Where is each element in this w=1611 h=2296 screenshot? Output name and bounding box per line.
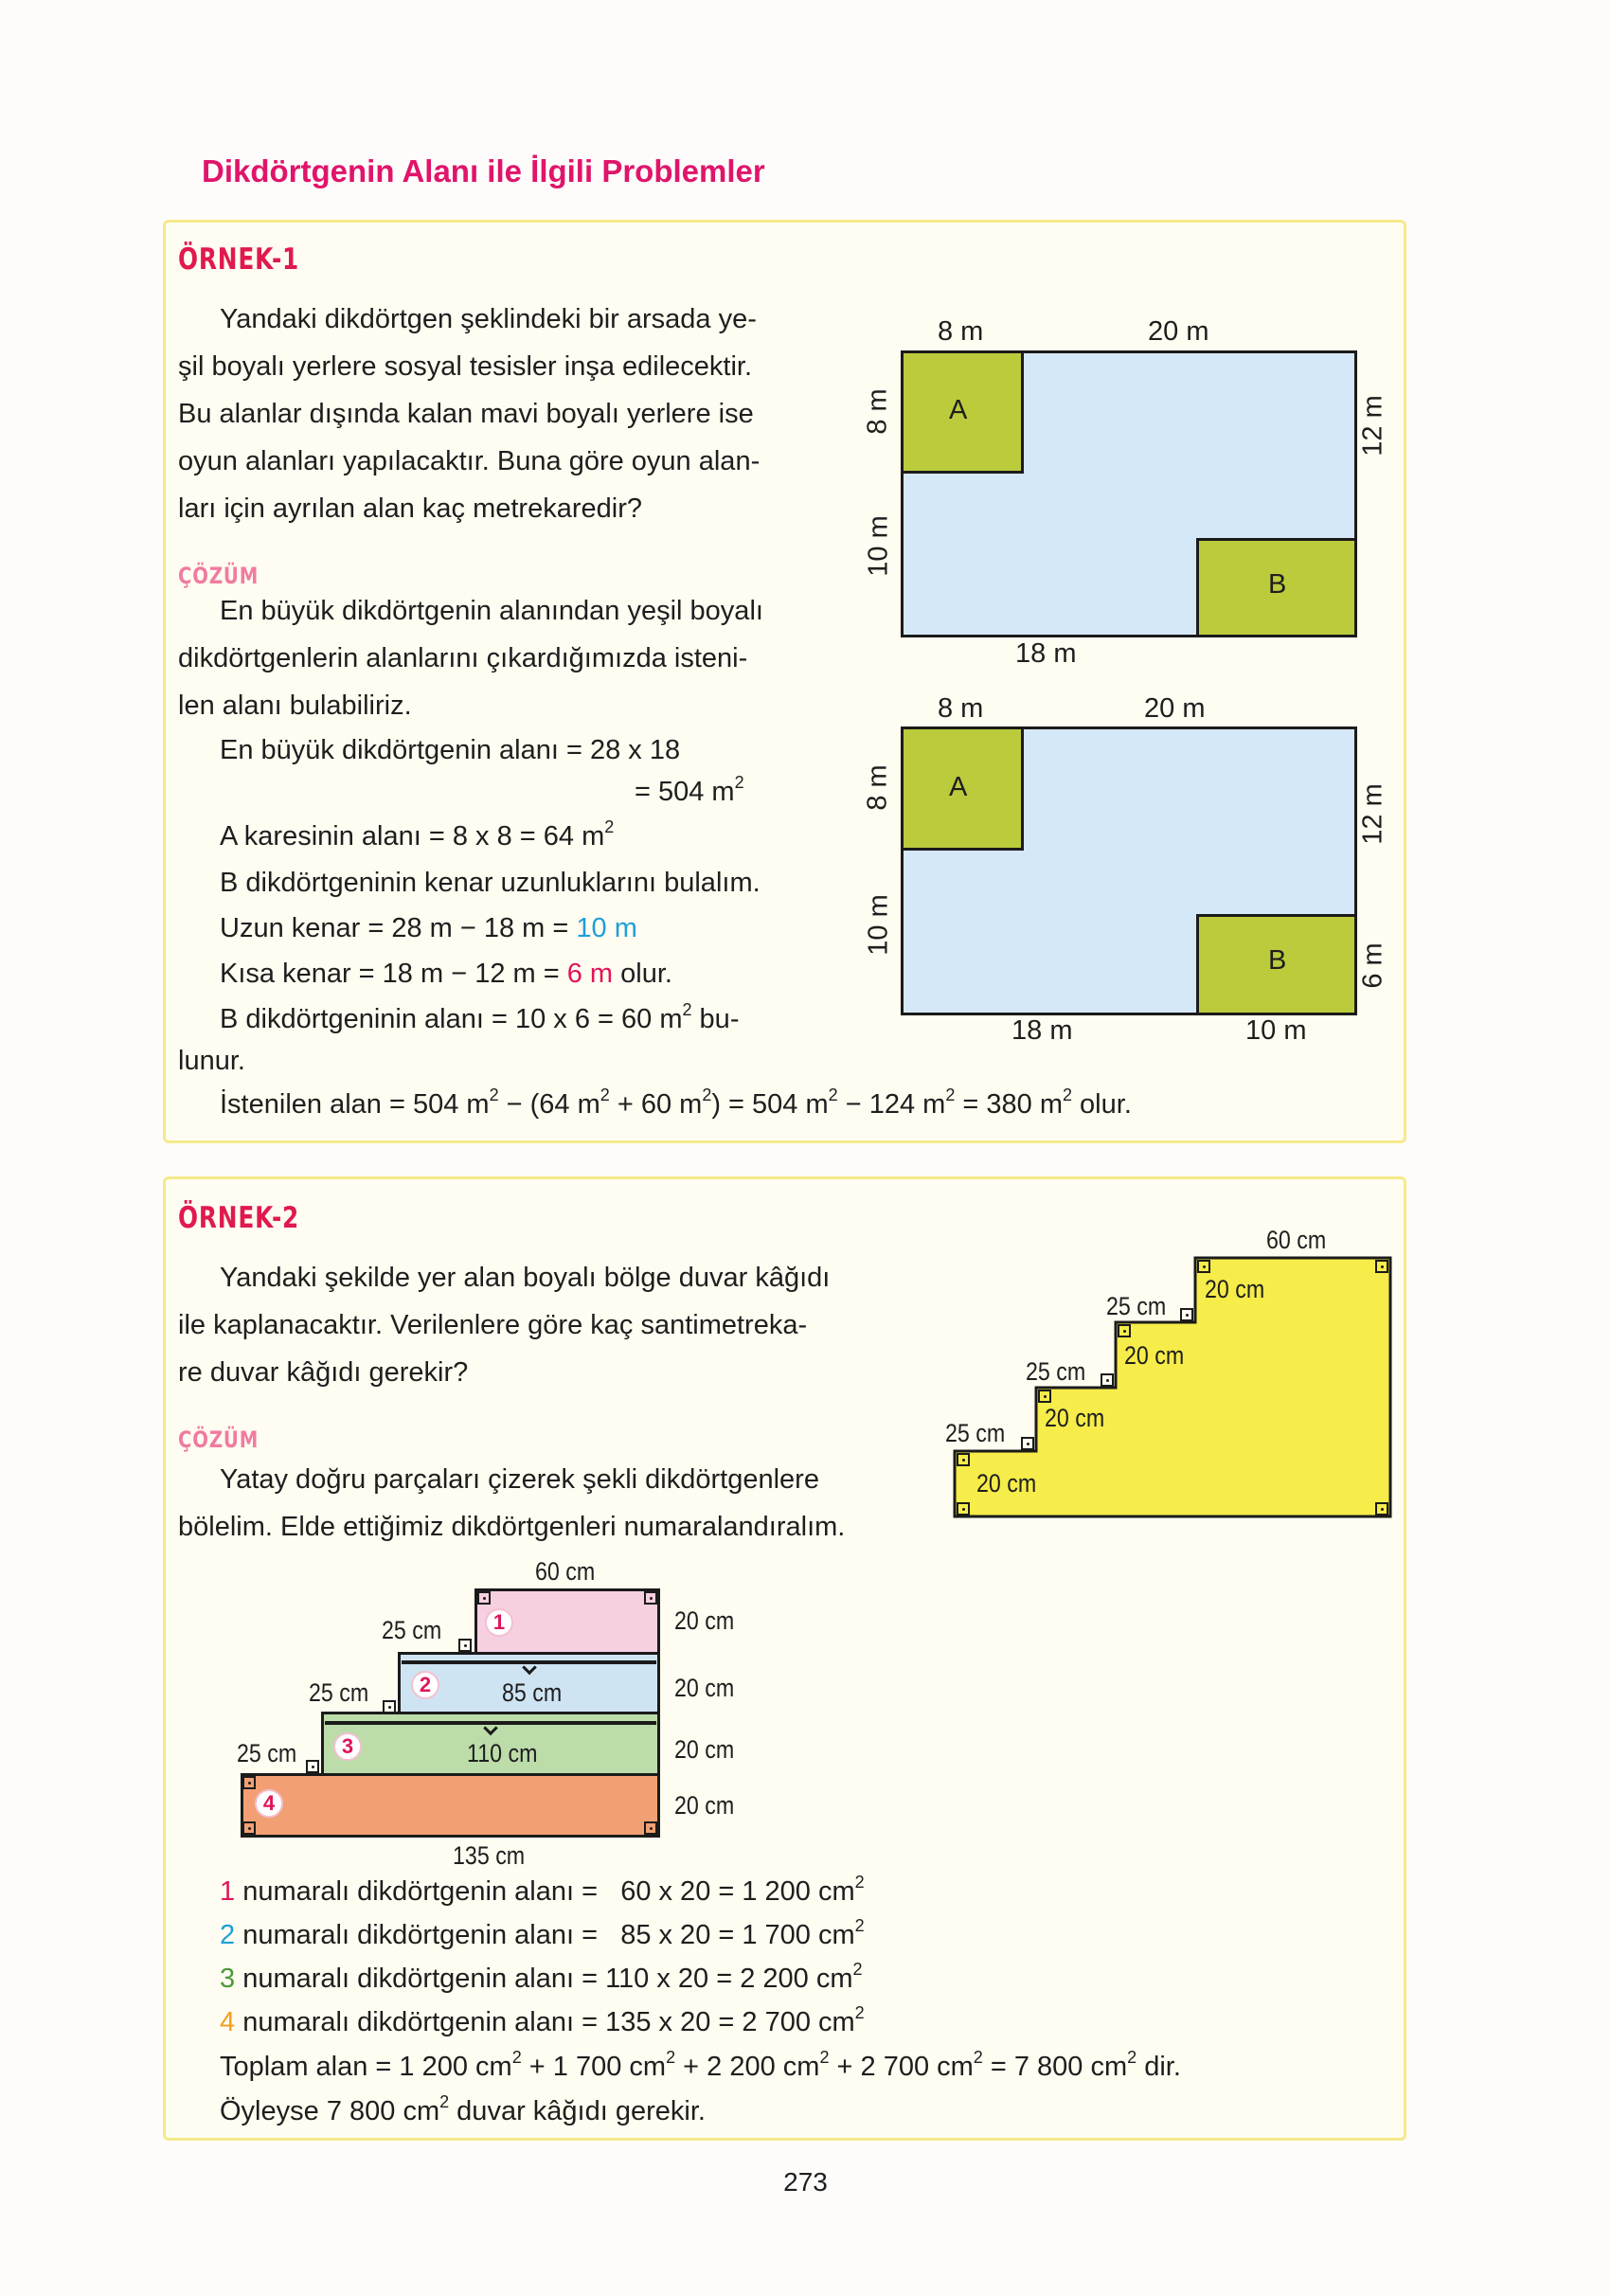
right-angle-icon xyxy=(306,1760,319,1773)
right-angle-icon xyxy=(242,1776,256,1789)
question-line: Bu alanlar dışında kalan mavi boyalı yerlere ise xyxy=(178,399,754,429)
label-bottom-right: 10 m xyxy=(1245,1015,1307,1046)
rect-3-number: 3 xyxy=(333,1732,362,1761)
height-label: 20 cm xyxy=(674,1606,735,1635)
right-angle-icon xyxy=(957,1453,970,1466)
solution-line: len alanı bulabiliriz. xyxy=(178,691,412,721)
example-2-solution xyxy=(178,1456,845,1551)
top-width-label: 60 cm xyxy=(1266,1226,1327,1254)
step-height-label: 20 cm xyxy=(1124,1341,1185,1370)
result-line: İstenilen alan = 504 $m^2 - (64$ $m^2 + 60$ $m^2) = 504$ $m^2 - 124$ $m^2 = 380$ $m^2$ olur. xyxy=(220,1085,1132,1120)
brace-85 xyxy=(402,1660,656,1664)
big-area-line: En büyük dikdörtgenin alanı = 28 x 18 xyxy=(220,735,681,765)
question-line: re duvar kâğıdı gerekir? xyxy=(178,1357,469,1388)
right-angle-icon xyxy=(1038,1390,1051,1403)
question-line: Yandaki şekilde yer alan boyalı bölge duvar kâğıdı xyxy=(220,1263,831,1293)
label-left-top: 8 m xyxy=(862,388,893,435)
example-1-solution-heading: ÇÖZÜM xyxy=(178,563,260,589)
conclusion-line: Öyleyse 7 800 $cm^2$ duvar kâğıdı gerekir. xyxy=(220,2092,706,2126)
label-left-top: 8 m xyxy=(862,764,893,811)
rect-4 xyxy=(241,1773,660,1838)
step-label: 25 cm xyxy=(382,1616,442,1644)
label-left-bottom: 10 m xyxy=(863,515,894,577)
right-angle-icon xyxy=(458,1639,472,1652)
square-a-label: A xyxy=(949,395,968,425)
b-sides-intro: B dikdörtgeninin kenar uzunluklarını bulalım. xyxy=(220,868,761,898)
area-line-1: 1 numaralı dikdörtgenin alanı = 60 x 20 = 1 200 $cm^2$ xyxy=(220,1873,865,1907)
label-right: 12 m xyxy=(1357,395,1388,457)
example-2-question xyxy=(178,1254,830,1396)
example-2-heading: ÖRNEK-2 xyxy=(178,1201,300,1235)
page-number: 273 xyxy=(783,2167,828,2197)
example-2-solution-heading: ÇÖZÜM xyxy=(178,1426,260,1453)
right-angle-icon xyxy=(477,1591,491,1605)
rect-4-number: 4 xyxy=(255,1789,283,1818)
label-top-right: 20 m xyxy=(1148,316,1209,347)
total-line: Toplam alan = 1 200 $cm^2 + 1$ 700 $cm^2 + 2$ 200 $cm^2 + 2$ 700 $cm^2 = 7$ 800 $cm^2$ dir. xyxy=(220,2048,1181,2082)
rect-1-number: 1 xyxy=(485,1608,513,1637)
area-line-4: 4 numaralı dikdörtgenin alanı = 135 x 20 = 2 700 $cm^2$ xyxy=(220,2003,865,2037)
area-line-2: 2 numaralı dikdörtgenin alanı = 85 x 20 = 1 700 $cm^2$ xyxy=(220,1916,865,1950)
right-angle-icon xyxy=(1101,1373,1114,1387)
label-top-right: 20 m xyxy=(1144,693,1206,724)
big-area-result: = 504 $m^2$ xyxy=(635,773,744,807)
right-angle-icon xyxy=(242,1821,256,1835)
brace-110 xyxy=(325,1721,656,1725)
b-area-line: B dikdörtgeninin alanı = 10 x 6 = 60 $m^2$ bu- xyxy=(220,1000,740,1034)
right-angle-icon xyxy=(1197,1260,1210,1273)
rect-b-label: B xyxy=(1268,569,1287,600)
page-title: Dikdörtgenin Alanı ile İlgili Problemler xyxy=(202,153,765,188)
right-angle-icon xyxy=(1180,1308,1193,1321)
step-label: 25 cm xyxy=(309,1678,369,1707)
rect-2-number: 2 xyxy=(411,1671,439,1699)
top-width-label: 60 cm xyxy=(535,1557,596,1586)
right-angle-icon xyxy=(1118,1324,1131,1337)
right-angle-icon xyxy=(644,1591,657,1605)
right-angle-icon xyxy=(383,1700,396,1713)
long-side-line: Uzun kenar = 28 m − 18 m = 10 m xyxy=(220,913,637,943)
label-left-bottom: 10 m xyxy=(863,894,894,956)
right-angle-icon xyxy=(957,1502,970,1516)
label-bottom: 18 m xyxy=(1015,638,1077,669)
question-line: ları için ayrılan alan kaç metrekaredir? xyxy=(178,493,642,524)
step-height-label: 20 cm xyxy=(976,1469,1037,1498)
question-line: şil boyalı yerlere sosyal tesisler inşa edilecektir. xyxy=(178,351,753,382)
example-1-heading: ÖRNEK-1 xyxy=(178,242,300,277)
step-label: 25 cm xyxy=(237,1739,297,1767)
step-height-label: 20 cm xyxy=(1045,1404,1105,1432)
height-label: 20 cm xyxy=(674,1735,735,1764)
area-line-3: 3 numaralı dikdörtgenin alanı = 110 x 20 = 2 200 $cm^2$ xyxy=(220,1960,863,1994)
a-area-line: A karesinin alanı = 8 x 8 = 64 $m^2$ xyxy=(220,817,615,852)
right-angle-icon xyxy=(1375,1502,1388,1516)
step-width-label: 25 cm xyxy=(1026,1357,1086,1386)
label-bottom: 18 m xyxy=(1011,1015,1073,1046)
rect-3-width-label: 110 cm xyxy=(467,1739,538,1767)
question-line: ile kaplanacaktır. Verilenlere göre kaç santimetreka- xyxy=(178,1310,808,1340)
question-line: Yandaki dikdörtgen şeklindeki bir arsada ye- xyxy=(220,304,757,334)
height-label: 20 cm xyxy=(674,1674,735,1702)
label-top-left: 8 m xyxy=(938,693,984,724)
step-width-label: 25 cm xyxy=(945,1419,1006,1447)
step-width-label: 25 cm xyxy=(1106,1292,1167,1320)
right-angle-icon xyxy=(644,1821,657,1835)
b-area-line-continued: lunur. xyxy=(178,1046,245,1076)
right-angle-icon xyxy=(1021,1437,1034,1450)
short-side-line: Kısa kenar = 18 m − 12 m = 6 m olur. xyxy=(220,959,672,989)
label-top-left: 8 m xyxy=(938,316,984,347)
square-a-label: A xyxy=(949,772,968,802)
solution-line: dikdörtgenlerin alanlarını çıkardığımızda isteni- xyxy=(178,643,748,673)
label-right-top: 12 m xyxy=(1357,783,1388,845)
label-right-bottom: 6 m xyxy=(1357,942,1388,989)
height-label: 20 cm xyxy=(674,1791,735,1820)
area-calculations xyxy=(220,1870,1181,2133)
bottom-width-label: 135 cm xyxy=(453,1841,526,1870)
step-height-label: 20 cm xyxy=(1205,1275,1265,1303)
solution-line: Yatay doğru parçaları çizerek şekli dikdörtgenlere xyxy=(220,1464,819,1495)
rect-2-width-label: 85 cm xyxy=(502,1678,563,1707)
solution-line: En büyük dikdörtgenin alanından yeşil boyalı xyxy=(220,596,763,626)
example-1-question xyxy=(178,296,760,532)
question-line: oyun alanları yapılacaktır. Buna göre oyun alan- xyxy=(178,446,761,476)
rect-b-label: B xyxy=(1268,945,1287,976)
solution-line: bölelim. Elde ettiğimiz dikdörtgenleri numaralandıralım. xyxy=(178,1512,846,1542)
right-angle-icon xyxy=(1375,1260,1388,1273)
